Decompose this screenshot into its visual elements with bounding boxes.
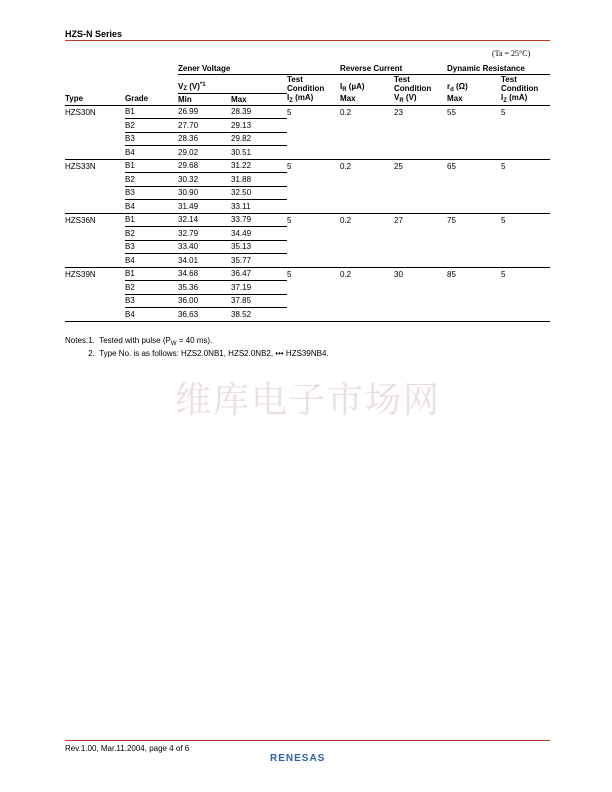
vr-cell: 23 <box>394 107 403 117</box>
iz2-cell: 5 <box>501 107 506 117</box>
rd-cell: 85 <box>447 269 456 279</box>
footer-rule <box>65 740 550 741</box>
header-unit-row <box>65 93 550 105</box>
col-iz2: $I_Z$ (mA) <box>501 93 550 105</box>
iz-cell: 5 <box>287 107 292 117</box>
watermark: 维库电子市场网 <box>175 380 442 421</box>
vz-max-cell: 29.82 <box>231 132 287 146</box>
iz-cell: 5 <box>287 269 292 279</box>
col-type: Type <box>65 93 125 105</box>
vz-max-cell: 32.50 <box>231 186 287 200</box>
vz-max-cell: 36.47 <box>231 267 287 281</box>
table-row <box>65 132 550 146</box>
grade-cell: B1 <box>125 213 178 227</box>
table-row <box>65 281 550 295</box>
grade-cell: B3 <box>125 186 178 200</box>
table-row <box>65 240 550 254</box>
vz-min-cell: 27.70 <box>178 119 231 133</box>
table-row <box>65 308 550 322</box>
col-vz-min: Min <box>178 93 231 105</box>
ir-cell: 0.2 <box>340 269 352 279</box>
characteristics-table <box>65 62 550 322</box>
vz-min-cell: 32.14 <box>178 213 231 227</box>
type-cell: HZS33N <box>65 161 96 171</box>
ambient-temperature-condition: (Ta = 25°C) <box>492 49 531 58</box>
table-row <box>65 173 550 187</box>
grade-cell: B3 <box>125 132 178 146</box>
note-number: 1. <box>88 336 95 345</box>
iz2-cell: 5 <box>501 269 506 279</box>
vz-min-cell: 34.68 <box>178 267 231 281</box>
col-ir-max: Max <box>340 93 394 105</box>
ir-cell: 0.2 <box>340 161 352 171</box>
grade-cell: B4 <box>125 146 178 160</box>
vz-max-cell: 33.79 <box>231 213 287 227</box>
vz-max-cell: 31.22 <box>231 159 287 173</box>
vr-cell: 27 <box>394 215 403 225</box>
vz-min-cell: 35.36 <box>178 281 231 295</box>
grade-cell: B4 <box>125 254 178 268</box>
grade-cell: B1 <box>125 159 178 173</box>
ir-cell: 0.2 <box>340 215 352 225</box>
vz-max-cell: 38.52 <box>231 308 287 322</box>
notes-label: Notes: <box>65 336 89 345</box>
renesas-logo: RENESAS <box>270 753 326 764</box>
grade-cell: B1 <box>125 267 178 281</box>
vz-min-cell: 29.68 <box>178 159 231 173</box>
note-number: 2. <box>88 349 95 358</box>
table-row <box>65 267 550 281</box>
table-row <box>65 254 550 268</box>
vr-cell: 30 <box>394 269 403 279</box>
vz-min-cell: 34.01 <box>178 254 231 268</box>
col-iz: $I_Z$ (mA) <box>287 93 340 105</box>
grade-cell: B3 <box>125 240 178 254</box>
vz-max-cell: 35.13 <box>231 240 287 254</box>
rd-cell: 75 <box>447 215 456 225</box>
vz-min-cell: 36.63 <box>178 308 231 322</box>
rd-cell: 65 <box>447 161 456 171</box>
vz-max-cell: 30.51 <box>231 146 287 160</box>
table-row <box>65 105 550 119</box>
iz-cell: 5 <box>287 215 292 225</box>
vz-max-cell: 34.49 <box>231 227 287 241</box>
rd-header: $r_d$ (Ω) <box>447 82 468 93</box>
vz-min-cell: 29.02 <box>178 146 231 160</box>
series-title: HZS-N Series <box>65 29 123 39</box>
vz-min-cell: 36.00 <box>178 294 231 308</box>
grade-cell: B2 <box>125 119 178 133</box>
footer-revision: Rev.1.00, Mar.11.2004, page 4 of 6 <box>65 744 190 753</box>
type-cell: HZS30N <box>65 107 96 117</box>
vz-max-cell: 37.19 <box>231 281 287 295</box>
rd-cell: 55 <box>447 107 456 117</box>
col-rd-max: Max <box>447 93 501 105</box>
rd-test-condition-header: Test Condition <box>501 75 539 93</box>
type-cell: HZS39N <box>65 269 96 279</box>
grade-cell: B3 <box>125 294 178 308</box>
vz-test-condition-header: Test Condition <box>287 75 325 93</box>
header-group-row <box>65 62 550 75</box>
iz2-cell: 5 <box>501 215 506 225</box>
table-row <box>65 227 550 241</box>
grade-cell: B2 <box>125 227 178 241</box>
grade-cell: B4 <box>125 308 178 322</box>
table-row <box>65 213 550 227</box>
vz-max-cell: 28.39 <box>231 105 287 119</box>
col-grade: Grade <box>125 93 178 105</box>
note-2: 2. Type No. is as follows: HZS2.0NB1, HZS2.0NB2, ••• HZS39NB4. <box>88 349 329 358</box>
grade-cell: B2 <box>125 173 178 187</box>
table-row <box>65 119 550 133</box>
grade-cell: B1 <box>125 105 178 119</box>
group-reverse-current: Reverse Current <box>340 62 447 75</box>
vz-max-cell: 33.11 <box>231 200 287 214</box>
vz-min-cell: 30.90 <box>178 186 231 200</box>
col-vr: $V_R$ (V) <box>394 93 447 105</box>
grade-cell: B2 <box>125 281 178 295</box>
ir-test-condition-header: Test Condition <box>394 75 432 93</box>
table-row <box>65 200 550 214</box>
type-cell: HZS36N <box>65 215 96 225</box>
vz-header: $V_Z$ $(V)^{*1}$ <box>178 81 206 92</box>
vz-min-cell: 31.49 <box>178 200 231 214</box>
grade-cell: B4 <box>125 200 178 214</box>
header-sub-row <box>65 75 550 94</box>
iz2-cell: 5 <box>501 161 506 171</box>
vz-min-cell: 30.32 <box>178 173 231 187</box>
table-row <box>65 294 550 308</box>
vz-max-cell: 29.13 <box>231 119 287 133</box>
notes-block <box>65 335 329 360</box>
table-row <box>65 186 550 200</box>
vz-max-cell: 35.77 <box>231 254 287 268</box>
vz-min-cell: 32.79 <box>178 227 231 241</box>
ir-cell: 0.2 <box>340 107 352 117</box>
table-row <box>65 146 550 160</box>
vz-max-cell: 31.88 <box>231 173 287 187</box>
iz-cell: 5 <box>287 161 292 171</box>
group-dynamic-resistance: Dynamic Resistance <box>447 62 550 75</box>
vz-min-cell: 26.99 <box>178 105 231 119</box>
vz-min-cell: 28.36 <box>178 132 231 146</box>
table-row <box>65 159 550 173</box>
characteristics-table-wrap <box>65 62 550 322</box>
group-zener-voltage: Zener Voltage <box>178 62 340 75</box>
table-body <box>65 105 550 321</box>
header-rule <box>65 40 550 41</box>
vz-max-cell: 37.85 <box>231 294 287 308</box>
note-1: Notes: 1. Tested with pulse ($P_W = 40$ ms). <box>65 336 213 347</box>
vz-min-cell: 33.40 <box>178 240 231 254</box>
vr-cell: 25 <box>394 161 403 171</box>
col-vz-max: Max <box>231 93 287 105</box>
ir-header: $I_R$ (µA) <box>340 82 365 93</box>
